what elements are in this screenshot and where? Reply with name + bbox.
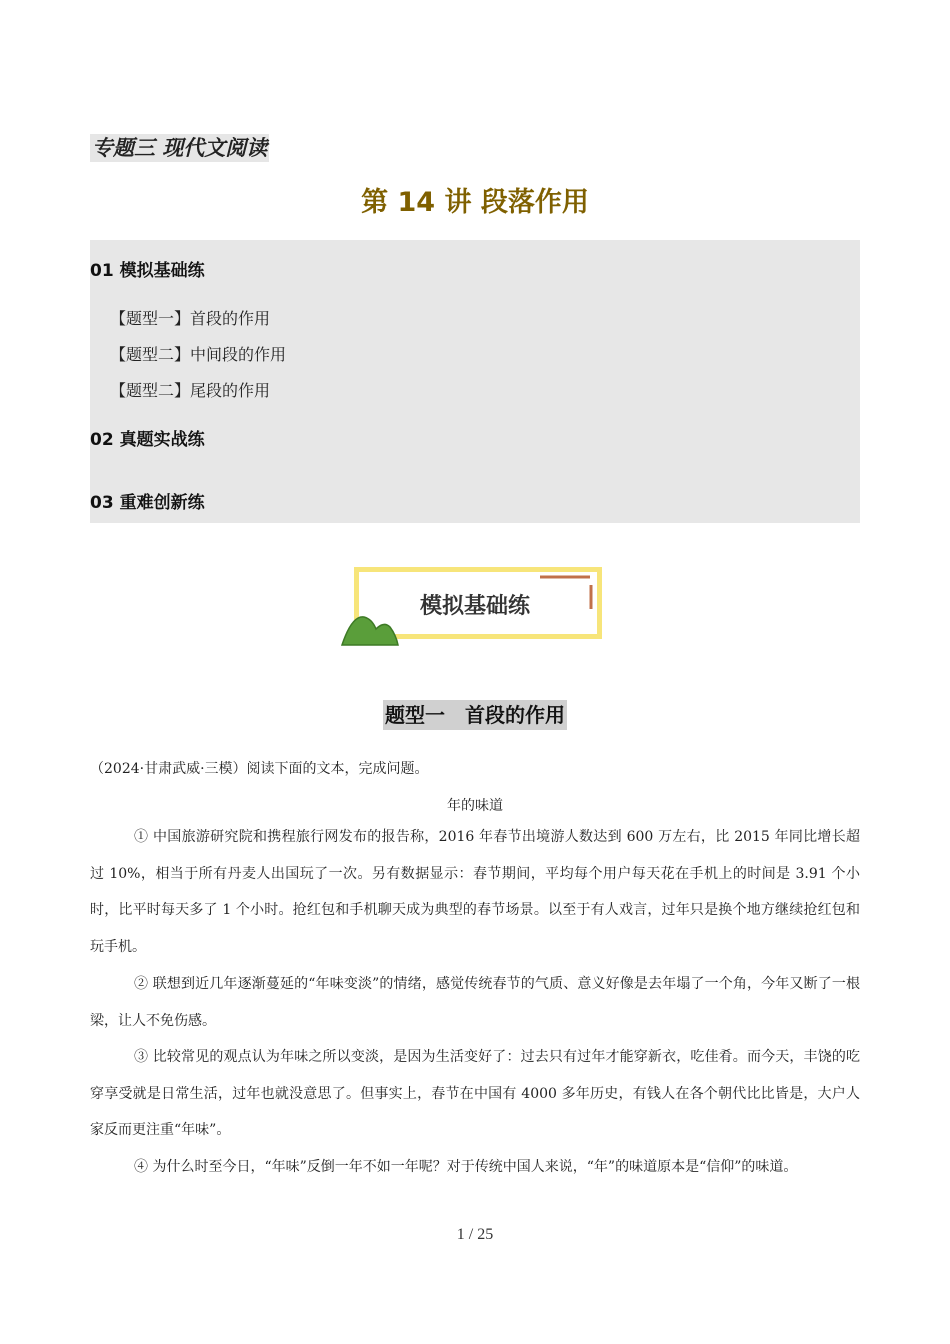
toc-section-03[interactable]: 03 重难创新练: [90, 493, 205, 513]
table-of-contents: [90, 240, 860, 523]
lecture-title: 第 14 讲 段落作用: [361, 187, 589, 218]
toc-section-02[interactable]: 02 真题实战练: [90, 430, 205, 450]
page-number: 1 / 25: [456, 1226, 494, 1243]
toc-section-01[interactable]: 01 模拟基础练: [90, 261, 205, 281]
question-source: （2024·甘肃武威·三模）阅读下面的文本，完成问题。: [90, 761, 429, 777]
toc-item-middle-paragraph[interactable]: 【题型二】中间段的作用: [110, 345, 287, 364]
article-paragraph-3: ③ 比较常见的观点认为年味之所以变淡，是因为生活变好了：过去只有过年才能穿新衣，吃佳肴。而今天，丰饶的吃穿享受就是日常生活，过年也就没意思了。但事实上，春节在中国有 4000 多年历史，有钱人在各个朝代比比皆是，大户人家反而更注重“年味”。: [90, 1049, 860, 1138]
article-paragraph-1: ① 中国旅游研究院和携程旅行网发布的报告称，2016 年春节出境游人数达到 600 万左右，比 2015 年同比增长超过 10%，相当于所有丹麦人出国玩了一次。另有数据显示：春节期间，平均每个用户每天花在手机上的时间是 3.91 个小时，比平时每天多了 1 个小时。抢红包和手机聊天成为典型的春节场景。以至于有人戏言，过年只是换个地方继续抢红包和玩手机。: [90, 829, 860, 955]
article-title: 年的味道: [447, 798, 503, 814]
toc-item-first-paragraph[interactable]: 【题型一】首段的作用: [110, 309, 271, 328]
mountain-icon: [342, 617, 398, 645]
section-title: [0, 700, 950, 730]
article-paragraph-2: ② 联想到近几年逐渐蔓延的“年味变淡”的情绪，感觉传统春节的气质、意义好像是去年塌了一个角，今年又断了一根梁，让人不免伤感。: [90, 976, 860, 1029]
section-banner: [340, 565, 610, 647]
article-paragraph-4: ④ 为什么时至今日，“年味”反倒一年不如一年呢？对于传统中国人来说，“年”的味道原本是“信仰”的味道。: [134, 1159, 798, 1175]
topic-heading: 专题三 现代文阅读: [92, 136, 268, 160]
toc-item-last-paragraph[interactable]: 【题型二】尾段的作用: [110, 381, 271, 400]
section-title-text: 题型一 首段的作用: [383, 700, 567, 730]
banner-label: 模拟基础练: [419, 594, 530, 619]
